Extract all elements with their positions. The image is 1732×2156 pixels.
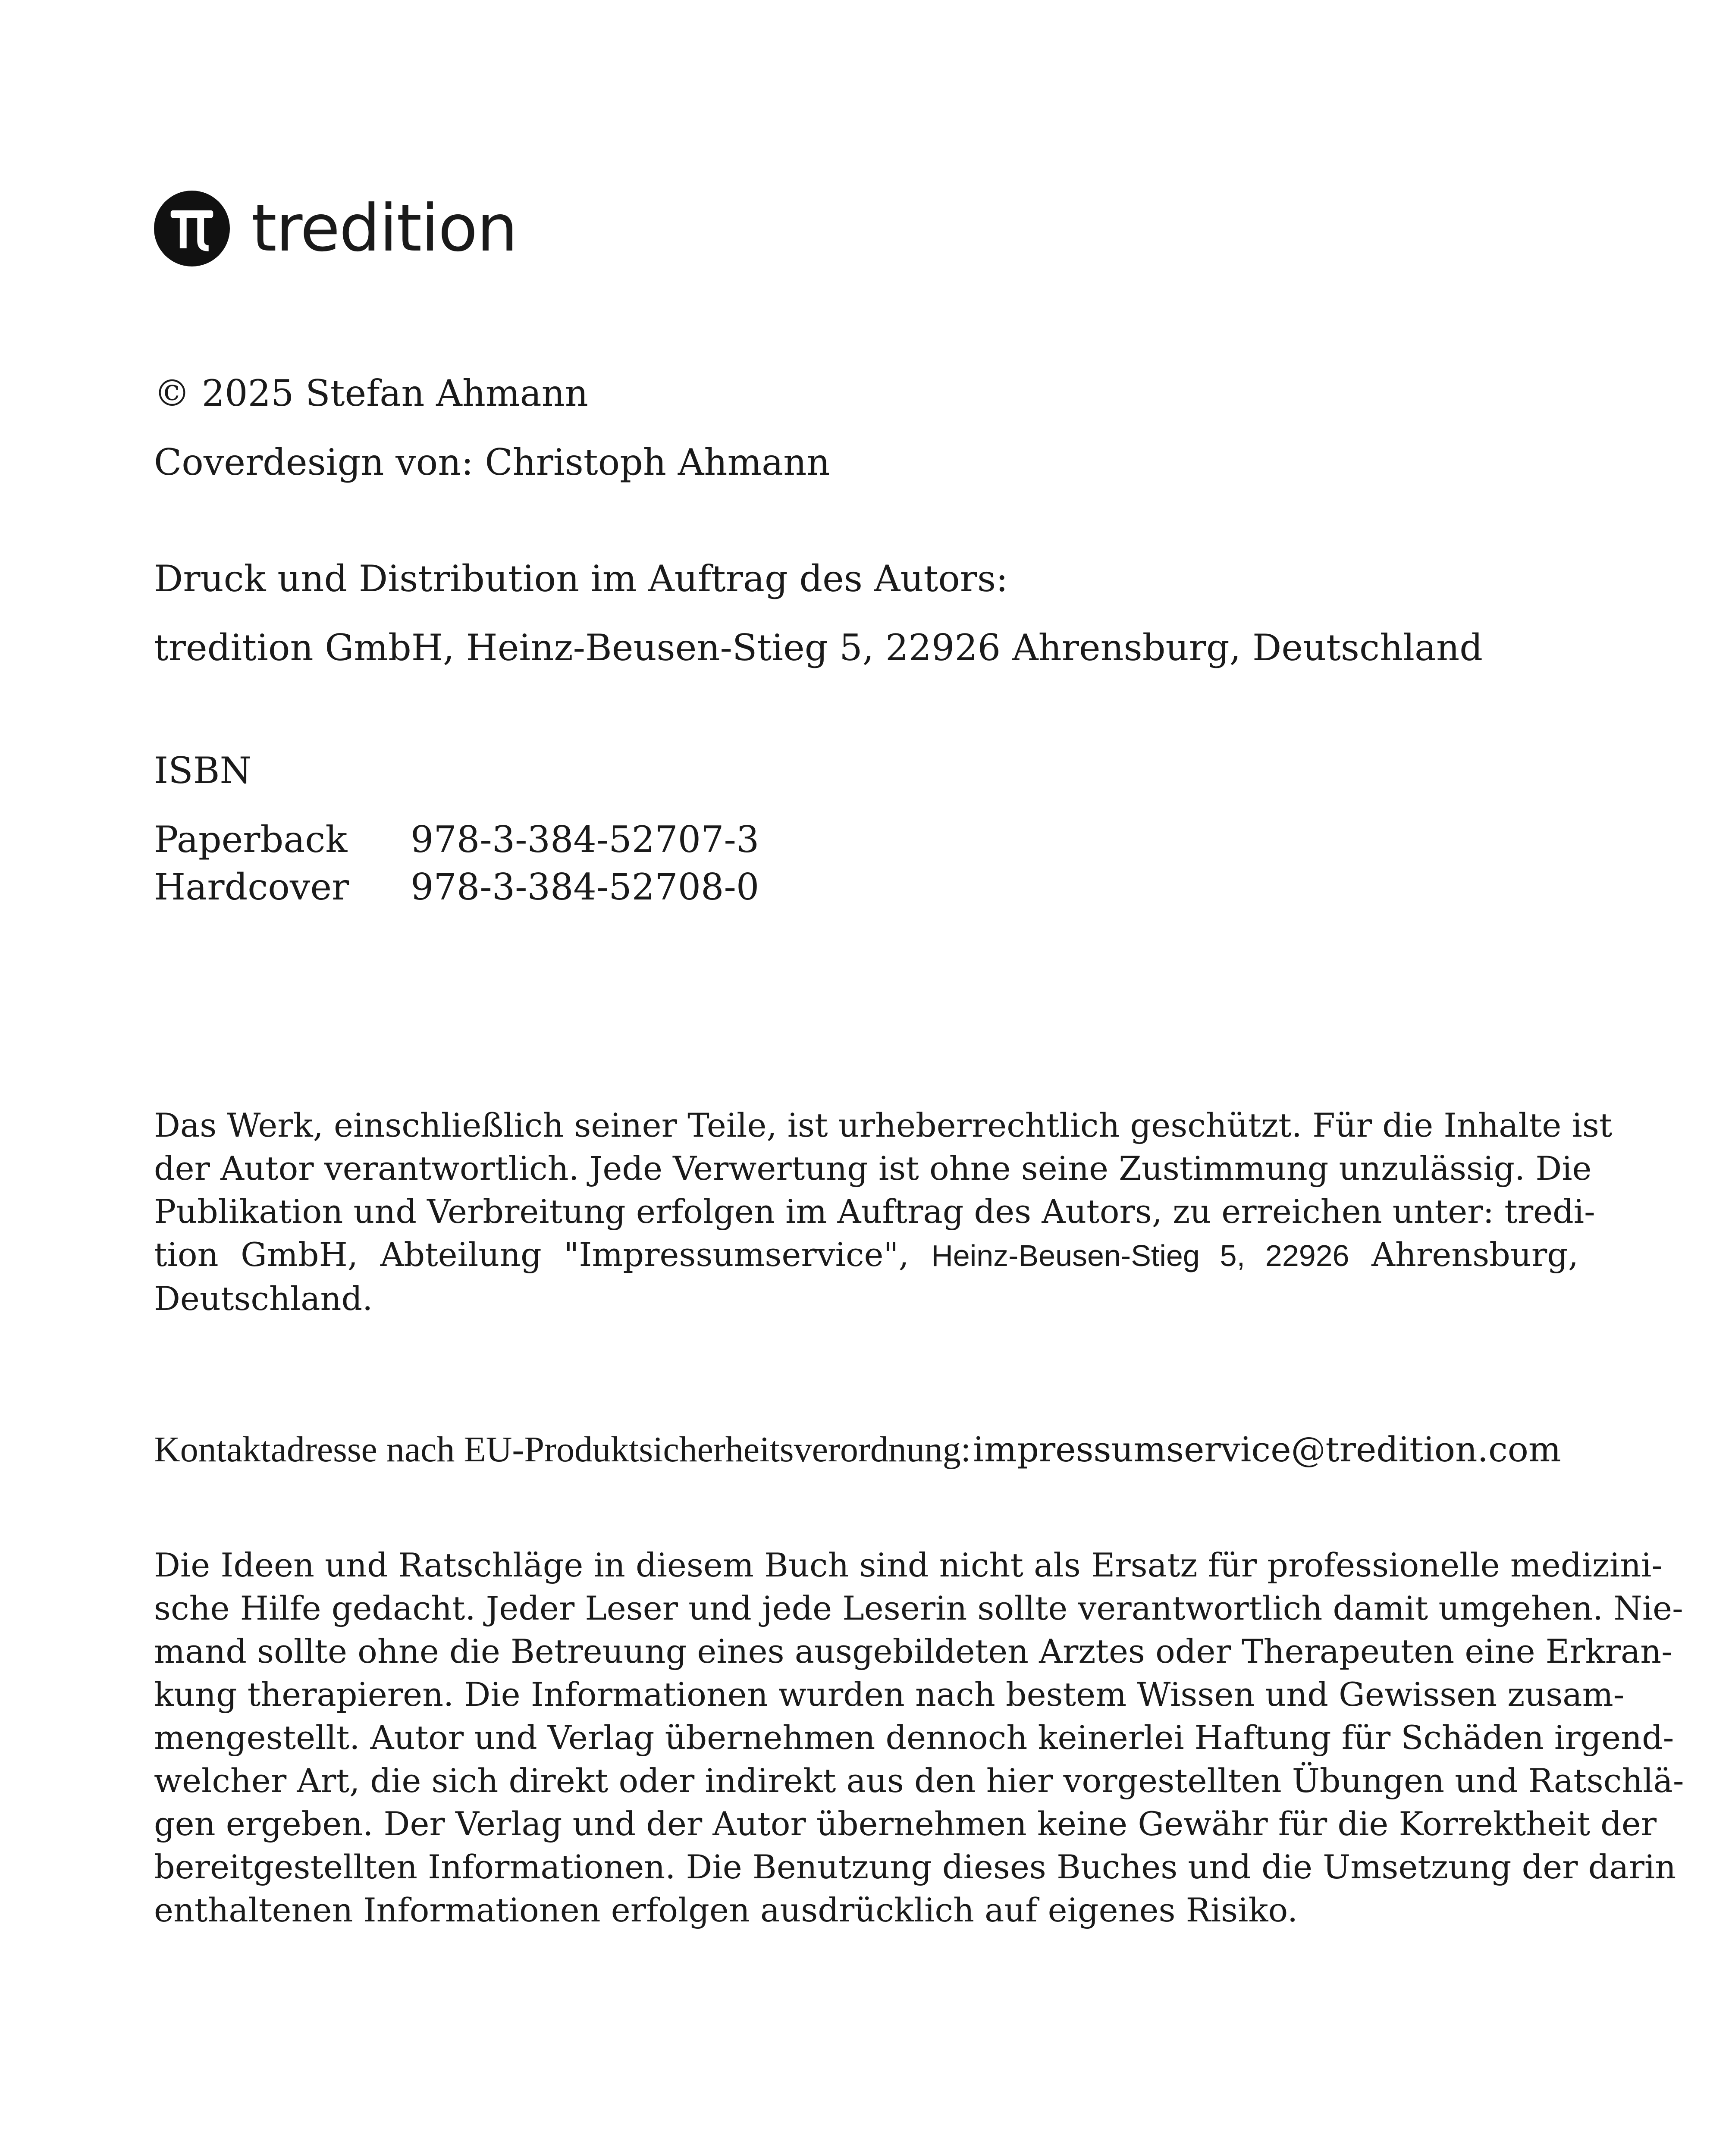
legal-notice-line: Deutschland. [154,1279,373,1318]
legal-notice-line: Publikation und Verbreitung erfolgen im Auftrag des Autors, zu erreichen unter: tredi- [154,1192,1595,1231]
tredition-logo-icon [154,191,230,266]
disclaimer-line: mengestellt. Autor und Verlag übernehmen dennoch keinerlei Haftung für Schäden irgend- [154,1718,1674,1757]
copyright-line: © 2025 Stefan Ahmann [154,372,588,414]
isbn-format: Hardcover [154,866,349,908]
isbn-number: 978-3-384-52707-3 [411,818,759,861]
disclaimer-line: mand sollte ohne die Betreuung eines ausgebildeten Arztes oder Therapeuten eine Erkran- [154,1632,1672,1670]
contact-line [154,1429,1561,1470]
disclaimer-line: enthaltenen Informationen erfolgen ausdrücklich auf eigenes Risiko. [154,1891,1298,1929]
disclaimer-line: kung therapieren. Die Informationen wurden nach bestem Wissen und Gewissen zusam- [154,1675,1625,1714]
contact-label: Kontaktadresse nach EU-Produktsicherheitsverordnung: [154,1429,971,1470]
isbn-format: Paperback [154,818,348,861]
disclaimer-paragraph [154,1544,1684,1932]
publisher-address: tredition GmbH, Heinz-Beusen-Stieg 5, 22926 Ahrensburg, Deutschland [154,627,1483,669]
isbn-row-hardcover [154,866,759,908]
print-distribution-heading: Druck und Distribution im Auftrag des Autors: [154,558,1008,600]
disclaimer-line: sche Hilfe gedacht. Jeder Leser und jede Leserin sollte verantwortlich damit umgehen. Nie- [154,1589,1683,1627]
legal-notice-line-start: tion GmbH, Abteilung "Impressumservice", [154,1235,909,1274]
legal-notice-line-end: Ahrensburg, [1371,1235,1578,1274]
cover-design-credit: Coverdesign von: Christoph Ahmann [154,441,830,483]
legal-notice-line [154,1233,1578,1277]
disclaimer-line: bereitgestellten Informationen. Die Benutzung dieses Buches und die Umsetzung der darin [154,1848,1676,1886]
contact-email: impressumservice@tredition.com [973,1429,1561,1470]
disclaimer-line: welcher Art, die sich direkt oder indirekt aus den hier vorgestellten Übungen und Ratschlä- [154,1761,1684,1800]
legal-notice-line: der Autor verantwortlich. Jede Verwertung ist ohne seine Zustimmung unzulässig. Die [154,1149,1592,1188]
disclaimer-line: Die Ideen und Ratschläge in diesem Buch sind nicht als Ersatz für professionelle medizini- [154,1546,1663,1584]
publisher-logo [154,190,517,267]
publisher-logo-text: tredition [251,191,517,266]
disclaimer-line: gen ergeben. Der Verlag und der Autor übernehmen keine Gewähr für die Korrektheit der [154,1805,1657,1843]
legal-notice-street: Heinz-Beusen-Stieg 5, 22926 [931,1239,1349,1272]
isbn-heading: ISBN [154,749,251,792]
isbn-row-paperback [154,818,759,861]
isbn-number: 978-3-384-52708-0 [411,866,759,908]
legal-notice-paragraph [154,1104,1613,1320]
legal-notice-line: Das Werk, einschließlich seiner Teile, ist urheberrechtlich geschützt. Für die Inhalte ist [154,1106,1613,1144]
